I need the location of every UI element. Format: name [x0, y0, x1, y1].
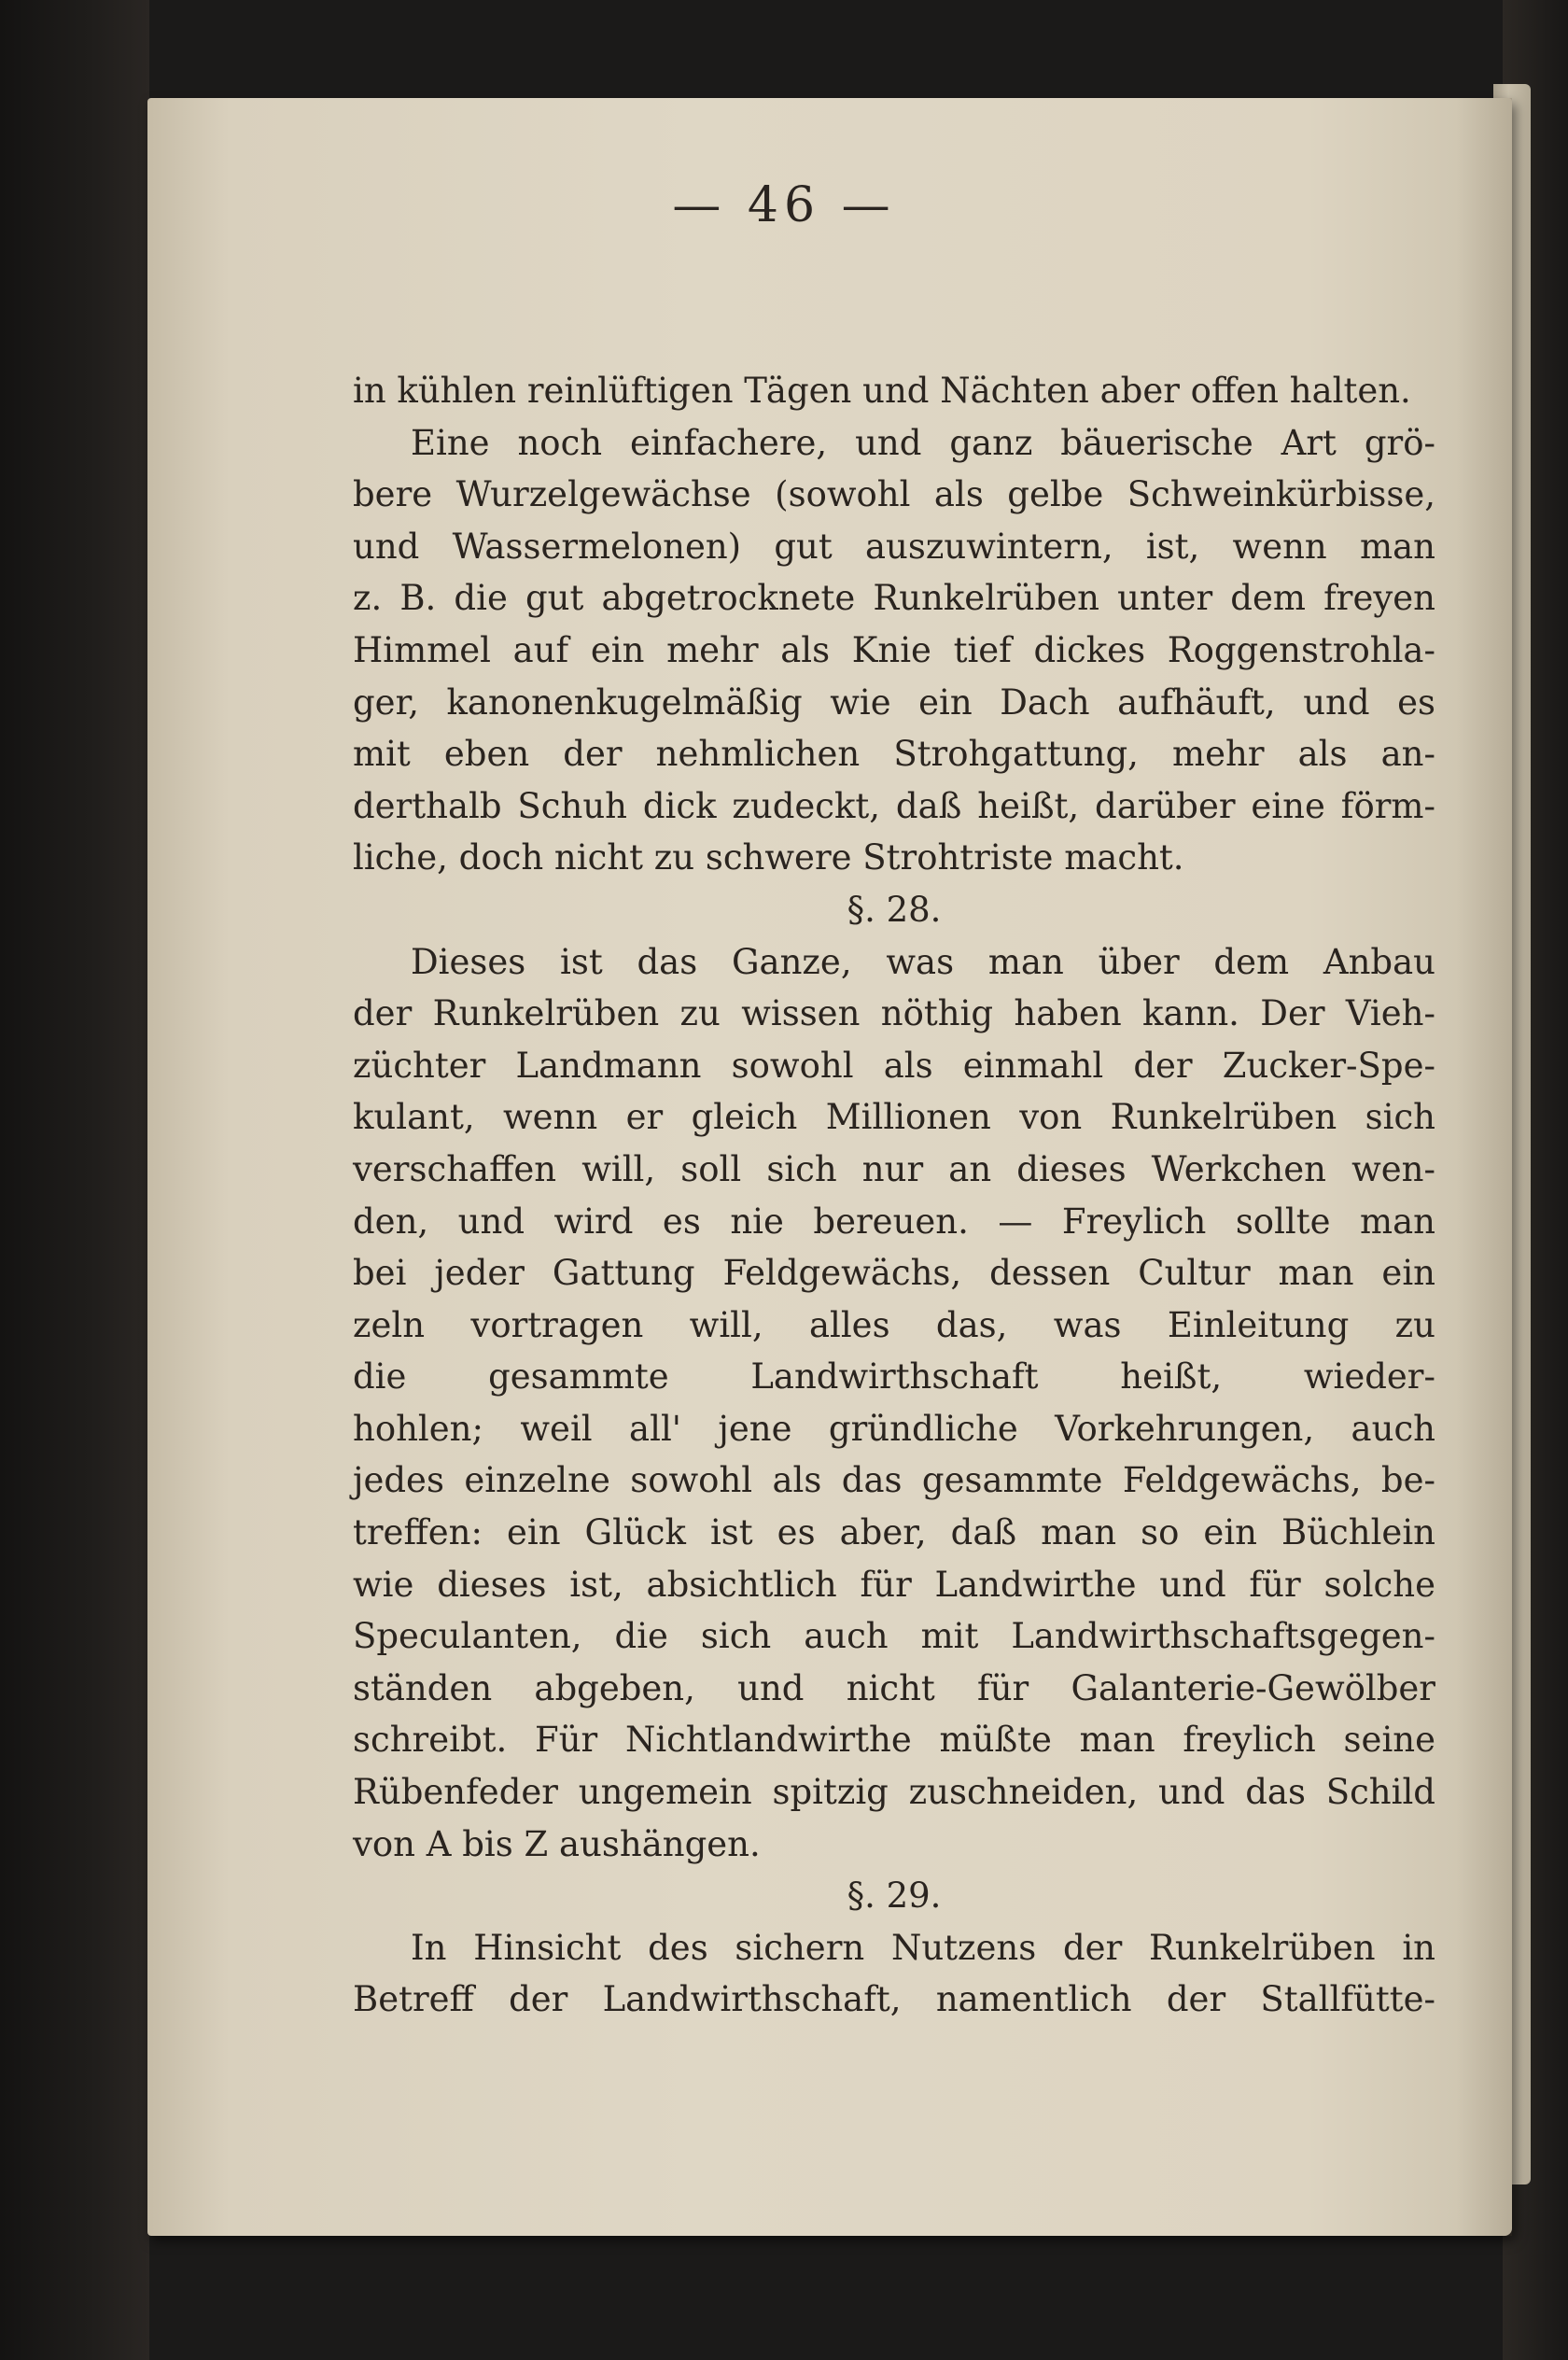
text-line: Dieses ist das Ganze, was man über dem Anbau	[411, 941, 1435, 982]
text-line: und Wassermelonen) gut auszuwintern, ist, wenn man	[353, 526, 1435, 567]
text-line: hohlen; weil all' jene gründliche Vorkehrungen, auch	[353, 1408, 1435, 1449]
text-line: in kühlen reinlüftigen Tägen und Nächten aber offen halten.	[353, 371, 1411, 411]
text-line: mit eben der nehmlichen Strohgattung, mehr als an-	[353, 734, 1435, 775]
text-line: Speculanten, die sich auch mit Landwirthschaftsgegen-	[353, 1616, 1435, 1657]
text-line: In Hinsicht des sichern Nutzens der Runkelrüben in	[411, 1927, 1435, 1968]
section-heading: §. 29.	[847, 1875, 942, 1917]
text-line: schreibt. Für Nichtlandwirthe müßte man freylich seine	[353, 1720, 1435, 1761]
section-heading: §. 28.	[847, 889, 942, 930]
page-number-header: — 46 —	[672, 177, 896, 233]
text-line: derthalb Schuh dick zudeckt, daß heißt, darüber eine förm-	[353, 785, 1435, 826]
text-line: den, und wird es nie bereuen. — Freylich sollte man	[353, 1201, 1435, 1242]
text-line: kulant, wenn er gleich Millionen von Runkelrüben sich	[353, 1097, 1435, 1138]
text-line: Rübenfeder ungemein spitzig zuschneiden, und das Schild	[353, 1772, 1435, 1813]
text-line: treffen: ein Glück ist es aber, daß man so ein Büchlein	[353, 1512, 1435, 1553]
text-line: zeln vortragen will, alles das, was Einleitung zu	[353, 1304, 1435, 1345]
text-line: von A bis Z aushängen.	[353, 1823, 761, 1864]
text-line: ständen abgeben, und nicht für Galanterie-Gewölber	[353, 1667, 1435, 1708]
text-line: z. B. die gut abgetrocknete Runkelrüben unter dem freyen	[353, 578, 1435, 619]
text-line: ger, kanonenkugelmäßig wie ein Dach aufhäuft, und es	[353, 681, 1435, 723]
page-body-text	[353, 365, 1435, 2026]
text-line: der Runkelrüben zu wissen nöthig haben kann. Der Vieh-	[353, 993, 1435, 1034]
text-line: Himmel auf ein mehr als Knie tief dickes Roggenstrohla-	[353, 629, 1435, 670]
text-line: wie dieses ist, absichtlich für Landwirthe und für solche	[353, 1564, 1435, 1605]
text-line: verschaffen will, soll sich nur an dieses Werkchen wen-	[353, 1148, 1435, 1189]
text-line: liche, doch nicht zu schwere Strohtriste macht.	[353, 837, 1184, 878]
text-line: Betreff der Landwirthschaft, namentlich der Stallfütte-	[353, 1979, 1435, 2020]
text-line: züchter Landmann sowohl als einmahl der Zucker-Spe-	[353, 1045, 1435, 1086]
background-cloth-left	[0, 0, 149, 2360]
text-line: bei jeder Gattung Feldgewächs, dessen Cultur man ein	[353, 1253, 1435, 1294]
text-line: bere Wurzelgewächse (sowohl als gelbe Schweinkürbisse,	[353, 474, 1435, 515]
text-line: die gesammte Landwirthschaft heißt, wieder-	[353, 1356, 1435, 1398]
text-line: Eine noch einfachere, und ganz bäuerische Art grö-	[411, 422, 1435, 463]
text-line: jedes einzelne sowohl als das gesammte Feldgewächs, be-	[353, 1460, 1435, 1501]
